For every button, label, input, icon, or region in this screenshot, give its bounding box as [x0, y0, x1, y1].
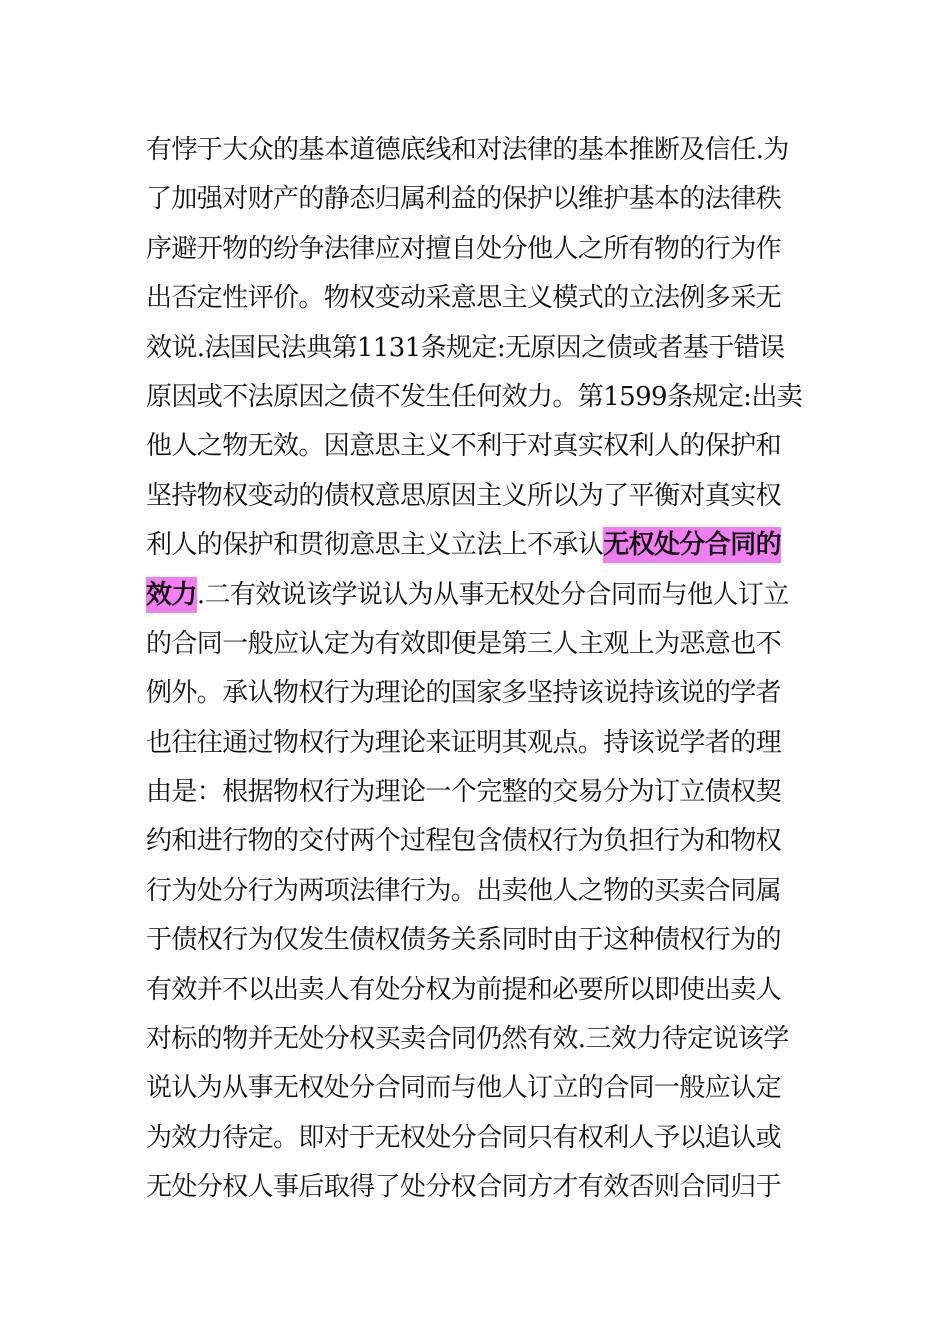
text-line: 他人之物无效。因意思主义不利于对真实权利人的保护和	[146, 431, 782, 462]
text-line: 例外。承认物权行为理论的国家多坚持该说持该说的学者	[146, 678, 782, 709]
text-line: 约和进行物的交付两个过程包含债权行为负担行为和物权	[146, 826, 782, 857]
text-line	[146, 571, 816, 620]
document-body	[146, 126, 816, 1213]
text-line: 对标的物并无处分权买卖合同仍然有效.三效力待定说该学	[146, 1024, 789, 1055]
text-line: 也往往通过物权行为理论来证明其观点。持该说学者的理	[146, 727, 782, 758]
text-line: 为效力待定。即对于无权处分合同只有权利人予以追认或	[146, 1122, 782, 1153]
highlighted-text: 无权处分合同的	[603, 527, 781, 563]
text-line	[146, 521, 816, 570]
text-line: 的合同一般应认定为有效即便是第三人主观上为恶意也不	[146, 628, 782, 659]
text-line: 出否定性评价。物权变动采意思主义模式的立法例多采无	[146, 283, 782, 314]
text-line: 由是：根据物权行为理论一个完整的交易分为订立债权契	[146, 777, 782, 808]
text-line: 有效并不以出卖人有处分权为前提和必要所以即使出卖人	[146, 974, 782, 1005]
text-line: 序避开物的纷争法律应对擅自处分他人之所有物的行为作	[146, 233, 782, 264]
text-line: 坚持物权变动的债权意思原因主义所以为了平衡对真实权	[146, 480, 782, 511]
text-line: 效说.法国民法典第1131条规定:无原因之债或者基于错误	[146, 332, 785, 363]
highlighted-text: 效力	[146, 577, 197, 613]
text-line: 了加强对财产的静态归属利益的保护以维护基本的法律秩	[146, 184, 782, 215]
text-line: 有悖于大众的基本道德底线和对法律的基本推断及信任.为	[146, 135, 789, 165]
text-line: 说认为从事无权处分合同而与他人订立的合同一般应认定	[146, 1073, 782, 1104]
text-line: 行为处分行为两项法律行为。出卖他人之物的买卖合同属	[146, 875, 782, 906]
line-text: 利人的保护和贯彻意思主义立法上不承认	[146, 530, 604, 561]
line-text: .二有效说该学说认为从事无权处分合同而与他人订立	[196, 579, 789, 610]
text-line: 于债权行为仅发生债权债务关系同时由于这种债权行为的	[146, 925, 782, 956]
text-line: 原因或不法原因之债不发生任何效力。第1599条规定:出卖	[146, 381, 803, 412]
text-line: 无处分权人事后取得了处分权合同方才有效否则合同归于	[146, 1172, 782, 1203]
